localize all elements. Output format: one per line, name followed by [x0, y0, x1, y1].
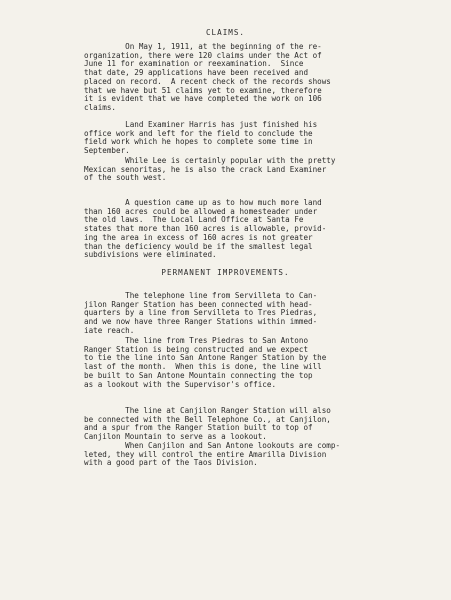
section-title-permanent-improvements: PERMANENT IMPROVEMENTS.: [161, 268, 290, 277]
paragraph-telephone-line: The telephone line from Servilleta to Can- jilon Ranger Station has been connected with head- quarters by a line from Servilleta to Tres Piedras, and we now have three Ranger Stations within immed- iate reach.: [84, 291, 318, 335]
paragraph-lee: While Lee is certainly popular with the pretty Mexican senoritas, he is also the crack Land Examiner of the south west.: [84, 156, 336, 183]
page-title: CLAIMS.: [205, 28, 245, 37]
paragraph-canjilon-line: The line at Canjilon Ranger Station will also be connected with the Bell Telephone Co., at Canjilon, and a spur from the Ranger Station built to top of Canjilon Mountain to serve as a lookout.: [84, 406, 331, 442]
paragraph-acreage-question: A question came up as to how much more land than 160 acres could be allowed a homesteader under the old laws. The Local Land Office at Santa Fe states that more than 160 acres is allowable, provid- ing the area in excess of 160 acres is not greater than the deficiency would be if the smallest legal subdivisions were eliminated.: [84, 198, 327, 260]
paragraph-land-examiner-harris: Land Examiner Harris has just finished his office work and left for the field to conclude the field work which he hopes to complete some time in September.: [84, 120, 318, 156]
paragraph-lookouts: When Canjilon and San Antone lookouts are comp- leted, they will control the entire Amarilla Division with a good part of the Taos Division.: [84, 441, 341, 468]
paragraph-claims-status: On May 1, 1911, at the beginning of the re- organization, there were 120 claims under the Act of June 11 for examination or reexamination. Since that date, 29 applications have been received and placed on record. A recent check of the records shows that we have but 51 claims yet to examine, therefore it is evident that we have completed the work on 106 claims.: [84, 42, 331, 112]
paragraph-tres-piedras-line: The line from Tres Piedras to San Antono Ranger Station is being constructed and we expect to tie the line into San Antone Ranger Station by the last of the month. When this is done, the line will be built to San Antone Mountain connecting the top as a lookout with the Supervisor's office.: [84, 336, 327, 389]
